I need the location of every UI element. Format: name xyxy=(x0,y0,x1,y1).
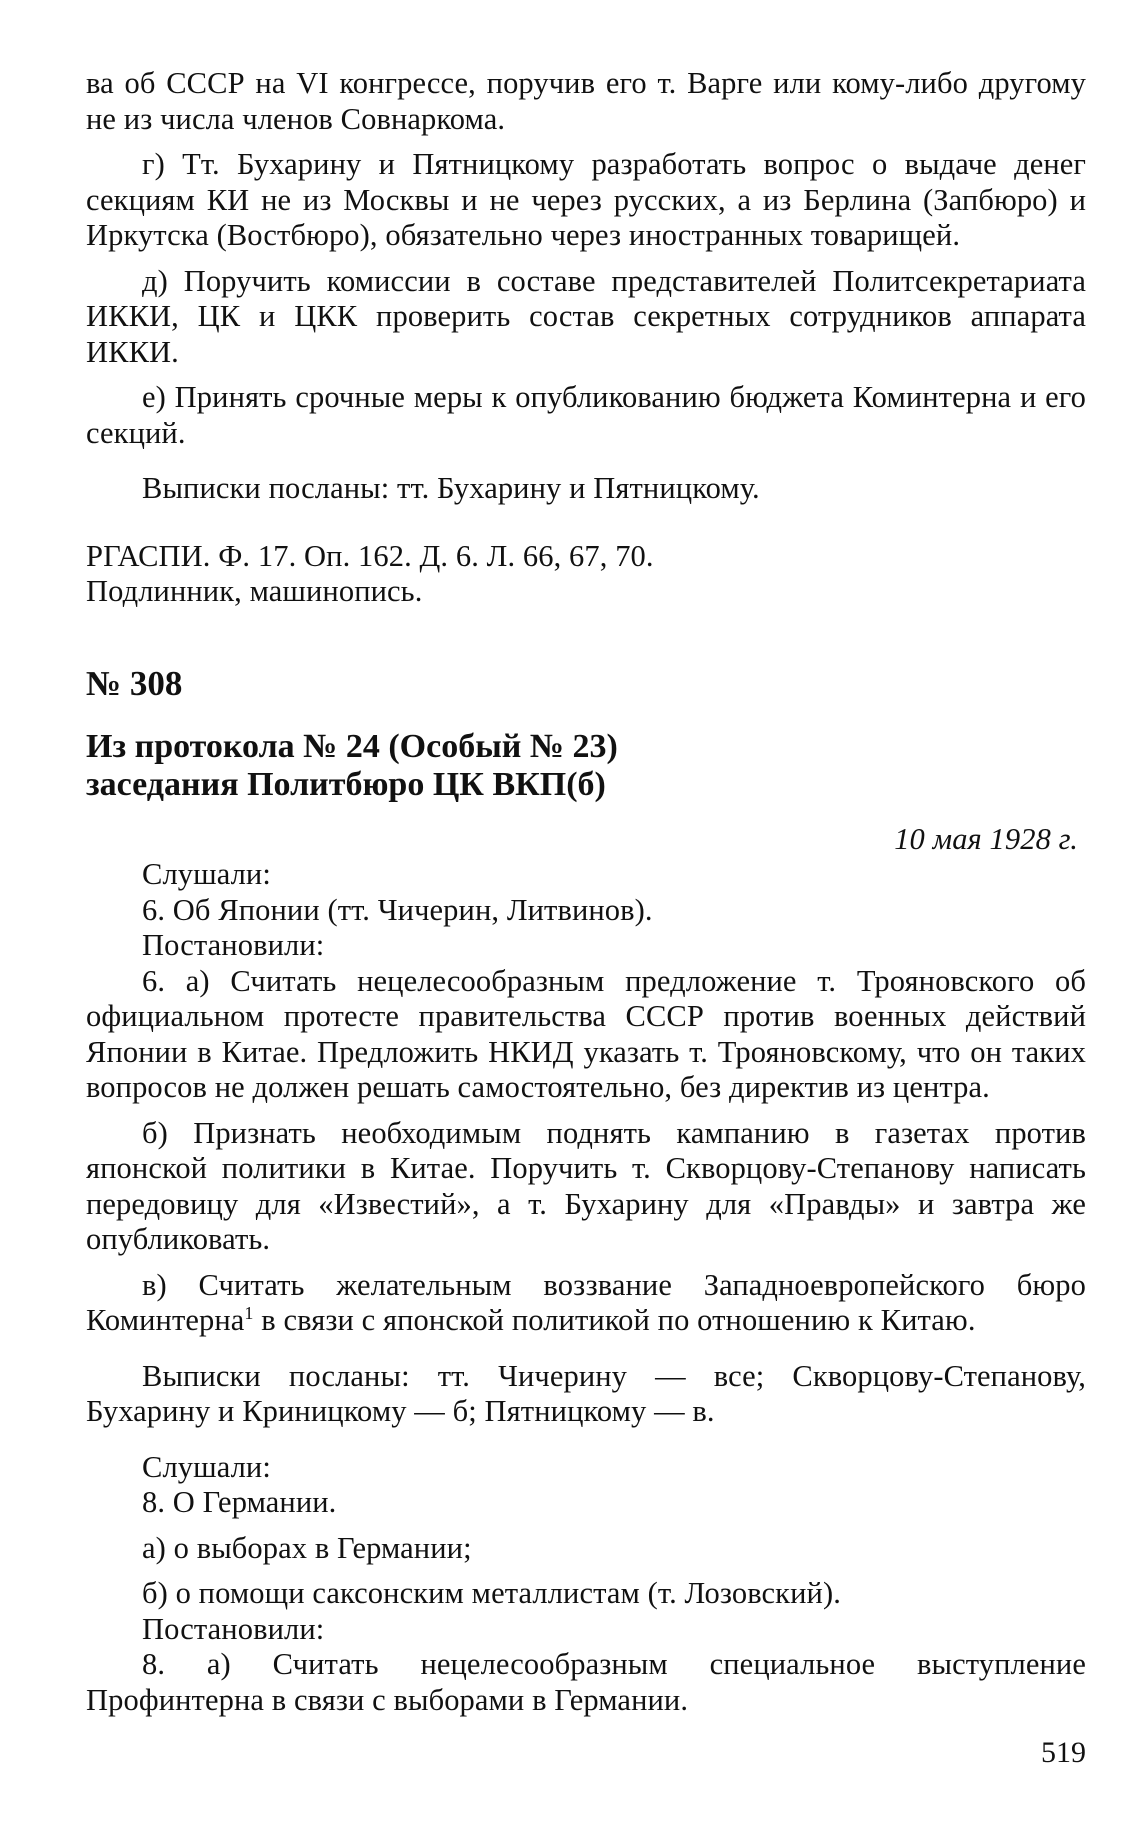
extracts-sent-note: Выписки посланы: тт. Бухарину и Пятницкому. xyxy=(142,471,760,505)
resolution-6v-text-end: в связи с японской политикой по отношению к Китаю. xyxy=(253,1303,976,1337)
heard-label: Слушали: xyxy=(142,857,271,891)
resolved-label-2: Постановили: xyxy=(142,1611,325,1646)
archive-source xyxy=(86,539,1086,610)
resolution-6a: 6. а) Считать нецелесообразным предложение т. Трояновского об официальном протесте правительства СССР против военных действий Японии в Китае. Предложить НКИД указать т. Трояновскому, что он таких вопросов не должен решать самостоятельно, без директив из центра. xyxy=(86,963,1086,1104)
continuation-paragraph: ва об СССР на VI конгрессе, поручив его т. Варге или кому-либо другому не из числа членов Совнаркома. xyxy=(86,66,1086,136)
heard-item-germany: 8. О Германии. xyxy=(142,1485,337,1519)
heard-item-japan: 6. Об Японии (тт. Чичерин, Литвинов). xyxy=(142,892,653,927)
resolution-6b: б) Признать необходимым поднять кампанию в газетах против японской политики в Китае. Поручить т. Скворцову-Степанову написать передовицу для «Известий», а т. Бухарину для «Правды» и завтра же опубликовать. xyxy=(86,1115,1086,1256)
resolution-item-d: д) Поручить комиссии в составе представителей Политсекретариата ИККИ, ЦК и ЦКК проверить состав секретных сотрудников аппарата ИККИ. xyxy=(86,263,1086,369)
resolved-label: Постановили: xyxy=(142,928,325,962)
heard-label-2: Слушали: xyxy=(142,1449,271,1484)
document-title-line-1: Из протокола № 24 (Особый № 23) xyxy=(86,727,618,765)
resolution-6v-text: в) Считать желательным воззвание Западноевропейского бюро Коминтерна xyxy=(86,1267,1086,1337)
footnote-marker: 1 xyxy=(244,1302,254,1323)
page-number: 519 xyxy=(1041,1736,1086,1769)
document-title xyxy=(86,728,1086,804)
heard-subitem-b: б) о помощи саксонским металлистам (т. Лозовский). xyxy=(142,1576,841,1610)
resolution-6v xyxy=(86,1268,1086,1339)
resolution-item-g: г) Тт. Бухарину и Пятницкому разработать вопрос о выдаче денег секциям КИ не из Москвы и не через русских, а из Берлина (Запбюро) и Иркутска (Востбюро), обязательно через иностранных товарищей. xyxy=(86,147,1086,252)
archive-original-note: Подлинник, машинопись. xyxy=(86,574,423,608)
document-number: № 308 xyxy=(86,663,183,703)
resolution-item-e: е) Принять срочные меры к опубликованию бюджета Коминтерна и его секций. xyxy=(86,380,1086,450)
extracts-sent-note-2: Выписки посланы: тт. Чичерину — все; Скворцову-Степанову, Бухарину и Криницкому — б; Пятницкому — в. xyxy=(86,1358,1086,1428)
resolution-8a: 8. а) Считать нецелесообразным специальное выступление Профинтерна в связи с выборами в Германии. xyxy=(86,1647,1086,1717)
document-date: 10 мая 1928 г. xyxy=(894,821,1078,856)
page-content xyxy=(86,66,1086,1718)
archive-reference: РГАСПИ. Ф. 17. Оп. 162. Д. 6. Л. 66, 67, 70. xyxy=(86,538,654,573)
heard-subitem-a: а) о выборах в Германии; xyxy=(142,1530,472,1565)
document-title-line-2: заседания Политбюро ЦК ВКП(б) xyxy=(86,765,606,803)
